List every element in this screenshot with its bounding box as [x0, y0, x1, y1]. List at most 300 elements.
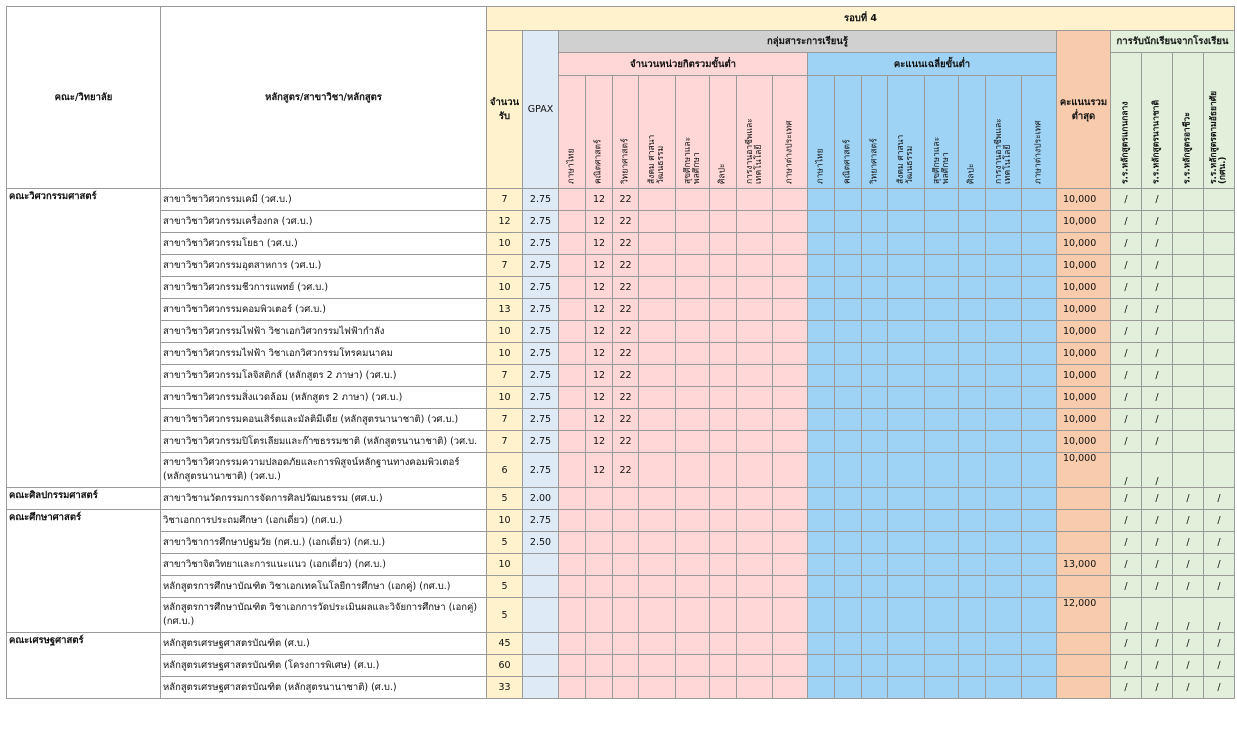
avg-subject-career: การงานอาชีพและ เทคโนโลยี [986, 76, 1022, 189]
avg-science-cell [862, 431, 888, 453]
avg-art-cell [959, 255, 986, 277]
gpax-value: 2.00 [523, 488, 559, 510]
credit-subject-art: ศิลปะ [710, 76, 737, 189]
gpax-value: 2.75 [523, 255, 559, 277]
avg-career-cell [986, 255, 1022, 277]
seats-value: 5 [487, 488, 523, 510]
school-type-2-check: / [1142, 409, 1173, 431]
school-type-3-check [1173, 233, 1204, 255]
credit-thai-cell [559, 677, 586, 699]
table-row [7, 453, 1235, 488]
gpax-value [523, 554, 559, 576]
credit-thai-cell [559, 488, 586, 510]
avg-subject-health: สุขศึกษาและ พลศึกษา [925, 76, 959, 189]
program-name: สาขาวิชาวิศวกรรมอุตสาหการ (วศ.บ.) [161, 255, 487, 277]
avg-thai-cell [808, 598, 835, 633]
credit-career-cell [737, 677, 773, 699]
avg-math-cell [835, 453, 862, 488]
credit-math-cell: 12 [586, 431, 613, 453]
avg-math-cell [835, 365, 862, 387]
school-type-4-check: / [1204, 633, 1235, 655]
credit-health-cell [676, 598, 710, 633]
min-total-score: 10,000 [1057, 453, 1111, 488]
credit-social-cell [639, 576, 676, 598]
avg-foreign-cell [1022, 409, 1057, 431]
school-type-2-check: / [1142, 453, 1173, 488]
credit-thai-cell [559, 343, 586, 365]
header-school-international: ร.ร.หลักสูตรนานาชาติ [1142, 53, 1173, 189]
avg-thai-cell [808, 343, 835, 365]
credit-science-cell: 22 [613, 211, 639, 233]
school-type-2-check: / [1142, 655, 1173, 677]
credit-career-cell [737, 189, 773, 211]
gpax-value: 2.50 [523, 532, 559, 554]
avg-social-cell [888, 299, 925, 321]
min-total-score [1057, 576, 1111, 598]
avg-thai-cell [808, 189, 835, 211]
avg-science-cell [862, 233, 888, 255]
avg-math-cell [835, 233, 862, 255]
credit-foreign-cell [773, 431, 808, 453]
seats-value: 10 [487, 387, 523, 409]
credit-art-cell [710, 532, 737, 554]
credit-subject-health: สุขศึกษาและ พลศึกษา [676, 76, 710, 189]
avg-foreign-cell [1022, 598, 1057, 633]
avg-art-cell [959, 655, 986, 677]
credit-social-cell [639, 655, 676, 677]
avg-foreign-cell [1022, 554, 1057, 576]
header-subject-group: กลุ่มสาระการเรียนรู้ [559, 31, 1057, 53]
credit-career-cell [737, 409, 773, 431]
avg-math-cell [835, 677, 862, 699]
school-type-4-check [1204, 365, 1235, 387]
header-program: หลักสูตร/สาขาวิชา/หลักสูตร [161, 7, 487, 189]
credit-foreign-cell [773, 321, 808, 343]
table-row [7, 387, 1235, 409]
admission-table-container [6, 6, 1235, 699]
school-type-4-check [1204, 453, 1235, 488]
school-type-4-check: / [1204, 576, 1235, 598]
school-type-3-check: / [1173, 677, 1204, 699]
avg-math-cell [835, 655, 862, 677]
school-type-3-check: / [1173, 598, 1204, 633]
school-type-1-check: / [1111, 365, 1142, 387]
avg-foreign-cell [1022, 365, 1057, 387]
credit-art-cell [710, 299, 737, 321]
avg-foreign-cell [1022, 453, 1057, 488]
credit-social-cell [639, 365, 676, 387]
credit-subject-thai: ภาษาไทย [559, 76, 586, 189]
credit-career-cell [737, 255, 773, 277]
faculty-name: คณะวิศวกรรมศาสตร์ [7, 189, 161, 488]
header-seats: จำนวนรับ [487, 31, 523, 189]
credit-social-cell [639, 554, 676, 576]
credit-career-cell [737, 488, 773, 510]
credit-social-cell [639, 321, 676, 343]
avg-health-cell [925, 277, 959, 299]
avg-science-cell [862, 189, 888, 211]
credit-foreign-cell [773, 387, 808, 409]
credit-health-cell [676, 532, 710, 554]
avg-social-cell [888, 387, 925, 409]
school-type-4-check: / [1204, 598, 1235, 633]
gpax-value: 2.75 [523, 321, 559, 343]
table-row [7, 343, 1235, 365]
avg-science-cell [862, 277, 888, 299]
credit-subject-foreign: ภาษาต่างประเทศ [773, 76, 808, 189]
credit-math-cell [586, 554, 613, 576]
school-type-3-check [1173, 365, 1204, 387]
table-row [7, 576, 1235, 598]
school-type-4-check [1204, 343, 1235, 365]
credit-health-cell [676, 677, 710, 699]
gpax-value: 2.75 [523, 409, 559, 431]
seats-value: 7 [487, 365, 523, 387]
gpax-value: 2.75 [523, 365, 559, 387]
credit-health-cell [676, 576, 710, 598]
seats-value: 45 [487, 633, 523, 655]
min-total-score: 10,000 [1057, 277, 1111, 299]
avg-career-cell [986, 431, 1022, 453]
table-row [7, 510, 1235, 532]
table-row [7, 189, 1235, 211]
credit-social-cell [639, 633, 676, 655]
credit-math-cell: 12 [586, 277, 613, 299]
credit-thai-cell [559, 387, 586, 409]
program-name: หลักสูตรเศรษฐศาสตรบัณฑิต (ศ.บ.) [161, 633, 487, 655]
min-total-score: 10,000 [1057, 409, 1111, 431]
credit-career-cell [737, 598, 773, 633]
credit-thai-cell [559, 598, 586, 633]
seats-value: 10 [487, 554, 523, 576]
avg-science-cell [862, 255, 888, 277]
credit-career-cell [737, 211, 773, 233]
program-name: สาขาวิชาวิศวกรรมเคมี (วศ.บ.) [161, 189, 487, 211]
min-total-score [1057, 532, 1111, 554]
avg-art-cell [959, 343, 986, 365]
credit-health-cell [676, 633, 710, 655]
credit-science-cell [613, 488, 639, 510]
avg-career-cell [986, 409, 1022, 431]
avg-art-cell [959, 409, 986, 431]
credit-social-cell [639, 453, 676, 488]
avg-foreign-cell [1022, 343, 1057, 365]
credit-foreign-cell [773, 211, 808, 233]
avg-science-cell [862, 387, 888, 409]
avg-foreign-cell [1022, 488, 1057, 510]
credit-art-cell [710, 409, 737, 431]
school-type-4-check [1204, 211, 1235, 233]
credit-science-cell [613, 633, 639, 655]
avg-social-cell [888, 532, 925, 554]
avg-science-cell [862, 321, 888, 343]
avg-social-cell [888, 277, 925, 299]
avg-art-cell [959, 633, 986, 655]
avg-art-cell [959, 510, 986, 532]
header-min-avg: คะแนนเฉลี่ยขั้นต่ำ [808, 53, 1057, 76]
school-type-2-check: / [1142, 554, 1173, 576]
avg-thai-cell [808, 409, 835, 431]
credit-social-cell [639, 189, 676, 211]
avg-foreign-cell [1022, 431, 1057, 453]
school-type-3-check: / [1173, 488, 1204, 510]
school-type-4-check [1204, 321, 1235, 343]
avg-social-cell [888, 343, 925, 365]
header-round: รอบที่ 4 [487, 7, 1235, 31]
credit-art-cell [710, 211, 737, 233]
seats-value: 7 [487, 409, 523, 431]
avg-subject-science: วิทยาศาสตร์ [862, 76, 888, 189]
program-name: สาขาวิชาวิศวกรรมความปลอดภัยและการพิสูจน์หลักฐานทางคอมพิวเตอร์ (หลักสูตรนานาชาติ) (วศ.บ.) [161, 453, 487, 488]
school-type-3-check [1173, 299, 1204, 321]
avg-math-cell [835, 633, 862, 655]
credit-science-cell: 22 [613, 233, 639, 255]
avg-health-cell [925, 510, 959, 532]
header-school-types: การรับนักเรียนจากโรงเรียน [1111, 31, 1235, 53]
school-type-1-check: / [1111, 453, 1142, 488]
avg-math-cell [835, 554, 862, 576]
credit-career-cell [737, 510, 773, 532]
avg-art-cell [959, 431, 986, 453]
credit-art-cell [710, 189, 737, 211]
credit-health-cell [676, 554, 710, 576]
avg-social-cell [888, 211, 925, 233]
avg-social-cell [888, 677, 925, 699]
credit-math-cell: 12 [586, 343, 613, 365]
table-row [7, 211, 1235, 233]
avg-math-cell [835, 576, 862, 598]
school-type-3-check [1173, 189, 1204, 211]
avg-foreign-cell [1022, 277, 1057, 299]
avg-career-cell [986, 233, 1022, 255]
avg-social-cell [888, 576, 925, 598]
seats-value: 10 [487, 233, 523, 255]
avg-science-cell [862, 488, 888, 510]
gpax-value: 2.75 [523, 233, 559, 255]
credit-career-cell [737, 321, 773, 343]
credit-health-cell [676, 387, 710, 409]
credit-social-cell [639, 343, 676, 365]
school-type-2-check: / [1142, 255, 1173, 277]
avg-math-cell [835, 277, 862, 299]
credit-foreign-cell [773, 365, 808, 387]
avg-health-cell [925, 488, 959, 510]
avg-thai-cell [808, 453, 835, 488]
credit-subject-social: สังคม ศาสนา วัฒนธรรม [639, 76, 676, 189]
avg-math-cell [835, 299, 862, 321]
credit-career-cell [737, 554, 773, 576]
avg-health-cell [925, 453, 959, 488]
credit-subject-math: คณิตศาสตร์ [586, 76, 613, 189]
credit-social-cell [639, 211, 676, 233]
faculty-name: คณะเศรษฐศาสตร์ [7, 633, 161, 699]
avg-social-cell [888, 598, 925, 633]
seats-value: 10 [487, 343, 523, 365]
avg-thai-cell [808, 554, 835, 576]
school-type-1-check: / [1111, 633, 1142, 655]
avg-thai-cell [808, 510, 835, 532]
credit-health-cell [676, 453, 710, 488]
school-type-1-check: / [1111, 233, 1142, 255]
avg-math-cell [835, 255, 862, 277]
avg-subject-thai: ภาษาไทย [808, 76, 835, 189]
avg-subject-art: ศิลปะ [959, 76, 986, 189]
header-faculty: คณะ/วิทยาลัย [7, 7, 161, 189]
avg-health-cell [925, 387, 959, 409]
avg-thai-cell [808, 233, 835, 255]
credit-science-cell: 22 [613, 321, 639, 343]
avg-subject-foreign: ภาษาต่างประเทศ [1022, 76, 1057, 189]
avg-career-cell [986, 189, 1022, 211]
gpax-value [523, 633, 559, 655]
avg-art-cell [959, 387, 986, 409]
avg-math-cell [835, 387, 862, 409]
credit-social-cell [639, 431, 676, 453]
program-name: สาขาวิชาวิศวกรรมไฟฟ้า วิชาเอกวิศวกรรมโทรคมนาคม [161, 343, 487, 365]
credit-art-cell [710, 343, 737, 365]
credit-art-cell [710, 488, 737, 510]
avg-math-cell [835, 510, 862, 532]
avg-career-cell [986, 655, 1022, 677]
seats-value: 5 [487, 532, 523, 554]
credit-science-cell [613, 677, 639, 699]
credit-math-cell: 12 [586, 409, 613, 431]
credit-art-cell [710, 387, 737, 409]
school-type-1-check: / [1111, 431, 1142, 453]
credit-science-cell [613, 554, 639, 576]
credit-science-cell: 22 [613, 277, 639, 299]
credit-math-cell: 12 [586, 211, 613, 233]
credit-foreign-cell [773, 233, 808, 255]
avg-science-cell [862, 510, 888, 532]
credit-career-cell [737, 633, 773, 655]
credit-art-cell [710, 510, 737, 532]
avg-thai-cell [808, 633, 835, 655]
table-row [7, 255, 1235, 277]
credit-science-cell: 22 [613, 255, 639, 277]
credit-foreign-cell [773, 576, 808, 598]
avg-health-cell [925, 233, 959, 255]
credit-science-cell: 22 [613, 431, 639, 453]
credit-science-cell [613, 655, 639, 677]
seats-value: 5 [487, 576, 523, 598]
avg-health-cell [925, 576, 959, 598]
gpax-value: 2.75 [523, 453, 559, 488]
credit-career-cell [737, 299, 773, 321]
avg-science-cell [862, 211, 888, 233]
seats-value: 7 [487, 255, 523, 277]
credit-foreign-cell [773, 598, 808, 633]
school-type-4-check [1204, 277, 1235, 299]
school-type-2-check: / [1142, 532, 1173, 554]
school-type-4-check: / [1204, 532, 1235, 554]
avg-subject-math: คณิตศาสตร์ [835, 76, 862, 189]
school-type-3-check [1173, 431, 1204, 453]
table-row [7, 409, 1235, 431]
seats-value: 60 [487, 655, 523, 677]
min-total-score: 10,000 [1057, 365, 1111, 387]
avg-thai-cell [808, 277, 835, 299]
avg-thai-cell [808, 299, 835, 321]
school-type-2-check: / [1142, 211, 1173, 233]
credit-foreign-cell [773, 633, 808, 655]
school-type-3-check [1173, 211, 1204, 233]
avg-career-cell [986, 598, 1022, 633]
seats-value: 5 [487, 598, 523, 633]
min-total-score: 10,000 [1057, 255, 1111, 277]
table-row [7, 488, 1235, 510]
avg-career-cell [986, 211, 1022, 233]
school-type-1-check: / [1111, 387, 1142, 409]
avg-math-cell [835, 343, 862, 365]
min-total-score [1057, 633, 1111, 655]
school-type-3-check: / [1173, 655, 1204, 677]
avg-foreign-cell [1022, 655, 1057, 677]
min-total-score: 10,000 [1057, 343, 1111, 365]
avg-career-cell [986, 343, 1022, 365]
avg-social-cell [888, 321, 925, 343]
table-body [7, 189, 1235, 699]
avg-career-cell [986, 321, 1022, 343]
credit-math-cell [586, 633, 613, 655]
credit-career-cell [737, 532, 773, 554]
program-name: สาขาวิชาวิศวกรรมเครื่องกล (วศ.บ.) [161, 211, 487, 233]
avg-math-cell [835, 189, 862, 211]
avg-career-cell [986, 677, 1022, 699]
avg-health-cell [925, 554, 959, 576]
credit-foreign-cell [773, 677, 808, 699]
avg-science-cell [862, 677, 888, 699]
avg-career-cell [986, 453, 1022, 488]
credit-art-cell [710, 576, 737, 598]
credit-health-cell [676, 233, 710, 255]
program-name: สาขาวิชานวัตกรรมการจัดการศิลปวัฒนธรรม (ศศ.บ.) [161, 488, 487, 510]
school-type-4-check: / [1204, 554, 1235, 576]
avg-math-cell [835, 321, 862, 343]
table-row [7, 598, 1235, 633]
avg-foreign-cell [1022, 211, 1057, 233]
avg-art-cell [959, 233, 986, 255]
credit-health-cell [676, 255, 710, 277]
credit-math-cell: 12 [586, 299, 613, 321]
seats-value: 10 [487, 277, 523, 299]
school-type-3-check [1173, 343, 1204, 365]
credit-health-cell [676, 510, 710, 532]
school-type-2-check: / [1142, 598, 1173, 633]
avg-math-cell [835, 409, 862, 431]
avg-science-cell [862, 655, 888, 677]
credit-math-cell [586, 598, 613, 633]
avg-subject-social: สังคม ศาสนา วัฒนธรรม [888, 76, 925, 189]
credit-foreign-cell [773, 532, 808, 554]
gpax-value [523, 655, 559, 677]
header-school-vocational: ร.ร.หลักสูตรอาชีวะ [1173, 53, 1204, 189]
school-type-4-check [1204, 189, 1235, 211]
credit-career-cell [737, 387, 773, 409]
avg-career-cell [986, 387, 1022, 409]
credit-thai-cell [559, 453, 586, 488]
school-type-4-check: / [1204, 510, 1235, 532]
program-name: หลักสูตรการศึกษาบัณฑิต วิชาเอกการวัดประเมินผลและวิจัยการศึกษา (เอกคู่) (กศ.บ.) [161, 598, 487, 633]
avg-career-cell [986, 510, 1022, 532]
table-row [7, 532, 1235, 554]
school-type-3-check [1173, 387, 1204, 409]
avg-career-cell [986, 633, 1022, 655]
program-name: สาขาวิชาวิศวกรรมไฟฟ้า วิชาเอกวิศวกรรมไฟฟ้ากำลัง [161, 321, 487, 343]
avg-art-cell [959, 677, 986, 699]
seats-value: 6 [487, 453, 523, 488]
credit-subject-science: วิทยาศาสตร์ [613, 76, 639, 189]
